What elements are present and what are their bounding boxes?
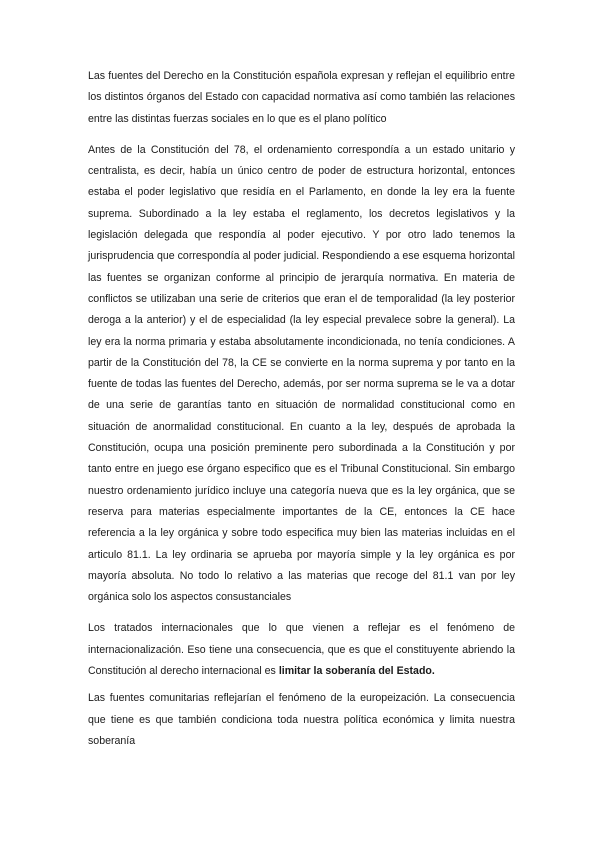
document-body [88,66,515,762]
paragraph-international-treaties [88,618,515,682]
bold-emphasis: limitar la soberanía del Estado. [278,665,435,678]
paragraph-history: Antes de la Constitución del 78, el ordenamiento correspondía a un estado unitario y centralista, es decir, había un único centro de poder de estructura horizontal, entonces estaba el poder legislativo que residía en el Parlamento, en donde la ley era la fuente suprema. Subordinado a la ley estaba el reglamento, los decretos legislativos y la legislación delegada que respondía al poder ejecutivo. Y por otro lado tenemos la jurisprudencia que correspondía al poder judicial. Respondiendo a ese esquema horizontal las fuentes se organizan conforme al principio de jerarquía normativa. En materia de conflictos se utilizaban una serie de criterios que eran el de temporalidad (la ley posterior deroga a la anterior) y el de especialidad (la ley especial prevalece sobre la general). La ley era la norma primaria y estaba absolutamente incondicionada, no tenía condiciones. A partir de la Constitución del 78, la CE se convierte en la norma suprema y por tanto en la fuente de todas las fuentes del Derecho, además, por ser norma suprema se le va a dotar de una serie de garantías tanto en situación de normalidad constitucional como en situación de anormalidad constitucional. En cuanto a la ley, después de aprobada la Constitución, ocupa una posición preminente pero subordinada a la Constitución y por tanto entre en juego ese órgano especifico que es el Tribunal Constitucional. Sin embargo nuestro ordenamiento jurídico incluye una categoría nueva que es la ley orgánica, que se reserva para materias especialmente importantes de la CE, entonces la CE hace referencia a la ley orgánica y sobre todo especifica muy bien las materias incluidas en el articulo 81.1. La ley ordinaria se aprueba por mayoría simple y la ley orgánica es por mayoría absoluta. No todo lo relativo a las materias que recoge del 81.1 van por ley orgánica solo los aspectos consustanciales [88,143,515,604]
paragraph-community-sources: Las fuentes comunitarias reflejarían el fenómeno de la europeización. La consecuencia que tiene es que también condiciona toda nuestra política económica y limita nuestra soberanía [88,692,515,747]
paragraph-international-treaties-text: Los tratados internacionales que lo que vienen a reflejar es el fenómeno de internacionalización. Eso tiene una consecuencia, que es que el constituyente abriendo la Constitución al derecho internacional es [88,622,515,678]
paragraph-intro: Las fuentes del Derecho en la Constitución española expresan y reflejan el equilibrio entre los distintos órganos del Estado con capacidad normativa así como también las relaciones entre las distintas fuerzas sociales en lo que es el plano político [88,70,515,125]
